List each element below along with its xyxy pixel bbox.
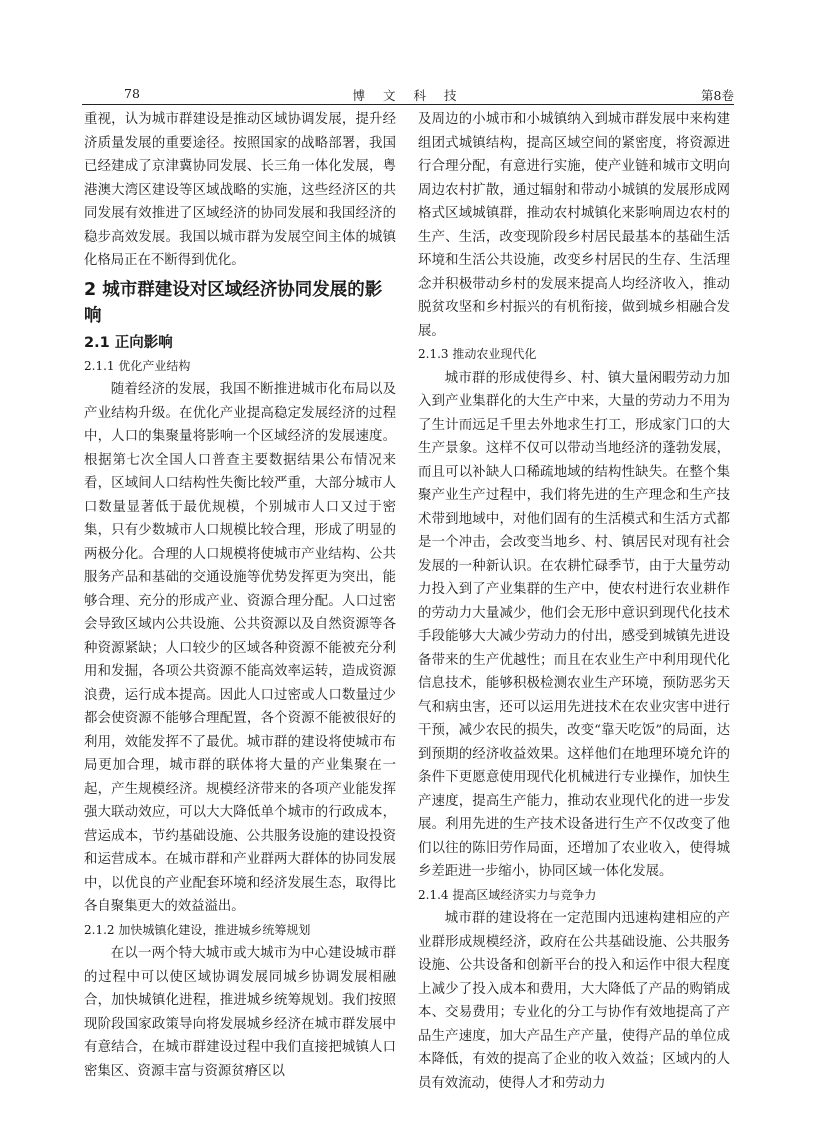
- running-header: [82, 86, 734, 106]
- paragraph: 及周边的小城市和小城镇纳入到城市群发展中来构建组团式城镇结构，提高区域空间的紧密度，将资源进行合理分配，有意进行实施，使产业链和城市文明向周边农村扩散，通过辐射和带动小城镇的发展形成网格式区域城镇群，推动农村城镇化来影响周边农村的生产、生活，改变现阶段乡村居民最基本的基础生活环境和生活公共设施，改变乡村居民的生存、生活理念并积极带动乡村的发展来提高人均经济收入，推动脱贫攻坚和乡村振兴的有机衔接，做到城乡相融合发展。: [418, 112, 730, 339]
- paragraph: 随着经济的发展，我国不断推进城市化布局以及产业结构升级。在优化产业提高稳定发展经济的过程中，人口的集聚量将影响一个区域经济的发展速度。根据第七次全国人口普查主要数据结果公布情况来看，区域间人口结构性失衡比较严重，大部分城市人口数量显著低于最优规模，个别城市人口又过于密集，只有少数城市人口规模比较合理，形成了明显的两极分化。合理的人口规模将使城市产业结构、公共服务产品和基础的交通设施等优势发挥更为突出，能够合理、充分的形成产业、资源合理分配。人口过密会导致区域内公共设施、公共资源以及自然资源等各种资源紧缺；人口较少的区域各种资源不能被充分利用和发掘，各项公共资源不能高效率运转，造成资源浪费，运行成本提高。因此人口过密或人口数量过少都会使资源不能够合理配置，各个资源不能被很好的利用，效能发挥不了最优。城市群的建设将使城市布局更加合理，城市群的联体将大量的产业集聚在一起，产生规模经济。规模经济带来的各项产业能发挥强大联动效应，可以大大降低单个城市的行政成本，营运成本，节约基础设施、公共服务设施的建设投资和运营成本。在城市群和产业群两大群体的协同发展中，以优良的产业配套环境和经济发展生态，取得比各自聚集更大的效益溢出。: [84, 382, 396, 914]
- subsubsection-heading: 2.1.1 优化产业结构: [84, 358, 191, 373]
- subsubsection-heading: 2.1.2 加快城镇化建设，推进城乡统筹规划: [84, 922, 311, 937]
- left-column: [84, 108, 396, 1083]
- page-number: 78: [124, 86, 140, 101]
- header-rule: [82, 104, 734, 105]
- subsubsection-heading: 2.1.4 提高区域经济实力与竞争力: [418, 887, 597, 902]
- section-heading: 2 城市群建设对区域经济协同发展的影响: [84, 279, 383, 326]
- subsection-heading: 2.1 正向影响: [84, 334, 173, 351]
- paragraph: 在以一两个特大城市或大城市为中心建设城市群的过程中可以使区域协调发展同城乡协调发展相融合，加快城镇化进程，推进城乡统筹规划。我们按照现阶段国家政策导向将发展城乡经济在城市群发展中有意结合，在城市群建设过程中我们直接把城镇人口密集区、资源丰富与资源贫瘠区以: [84, 946, 396, 1079]
- right-column: [418, 108, 730, 1095]
- paragraph: 城市群的形成使得乡、村、镇大量闲暇劳动力加入到产业集群化的大生产中来，大量的劳动力不用为了生计而远足千里去外地求生打工，形成家门口的大生产景象。这样不仅可以带动当地经济的蓬勃发展，而且可以补缺人口稀疏地域的结构性缺失。在整个集聚产业生产过程中，我们将先进的生产理念和生产技术带到地域中，对他们固有的生活模式和生活方式都是一个冲击，会改变当地乡、村、镇居民对现有社会发展的一种新认识。在农耕忙碌季节，由于大量劳动力投入到了产业集群的生产中，使农村进行农业耕作的劳动力大量减少，他们会无形中意识到现代化技术手段能够大大减少劳动力的付出，感受到城镇先进设备带来的生产优越性；而且在农业生产中利用现代化信息技术，能够积极检测农业生产环境，预防恶劣天气和病虫害，还可以运用先进技术在农业灾害中进行干预，减少农民的损失，改变“靠天吃饭”的局面，达到预期的经济收益效果。这样他们在地理环境允许的条件下更愿意使用现代化机械进行专业操作，加快生产速度，提高生产能力，推动农业现代化的进一步发展。利用先进的生产技术设备进行生产不仅改变了他们以往的陈旧劳作局面，还增加了农业收入，使得城乡差距进一步缩小，协同区域一体化发展。: [418, 370, 730, 879]
- subsubsection-heading: 2.1.3 推动农业现代化: [418, 347, 537, 361]
- volume-label: 第8卷: [701, 88, 734, 103]
- paragraph: 城市群的建设将在一定范围内迅速构建相应的产业群形成规模经济，政府在公共基础设施、公共服务设施、公共设备和创新平台的投入和运作中很大程度上减少了投入成本和费用，大大降低了产品的购销成本、交易费用；专业化的分工与协作有效地提高了产品生产速度，加大产品生产产量，使得产品的单位成本降低，有效的提高了企业的收入效益；区域内的人员有效流动，使得人才和劳动力: [418, 911, 730, 1091]
- paragraph: 重视，认为城市群建设是推动区域协调发展，提升经济质量发展的重要途径。按照国家的战略部署，我国已经建成了京津冀协同发展、长三角一体化发展，粤港澳大湾区建设等区域战略的实施，这些经济区的共同发展有效推进了区域经济的协同发展和我国经济的稳步高效发展。我国以城市群为发展空间主体的城镇化格局正在不断得到优化。: [84, 112, 396, 268]
- journal-title: 博 文 科 技: [352, 88, 464, 103]
